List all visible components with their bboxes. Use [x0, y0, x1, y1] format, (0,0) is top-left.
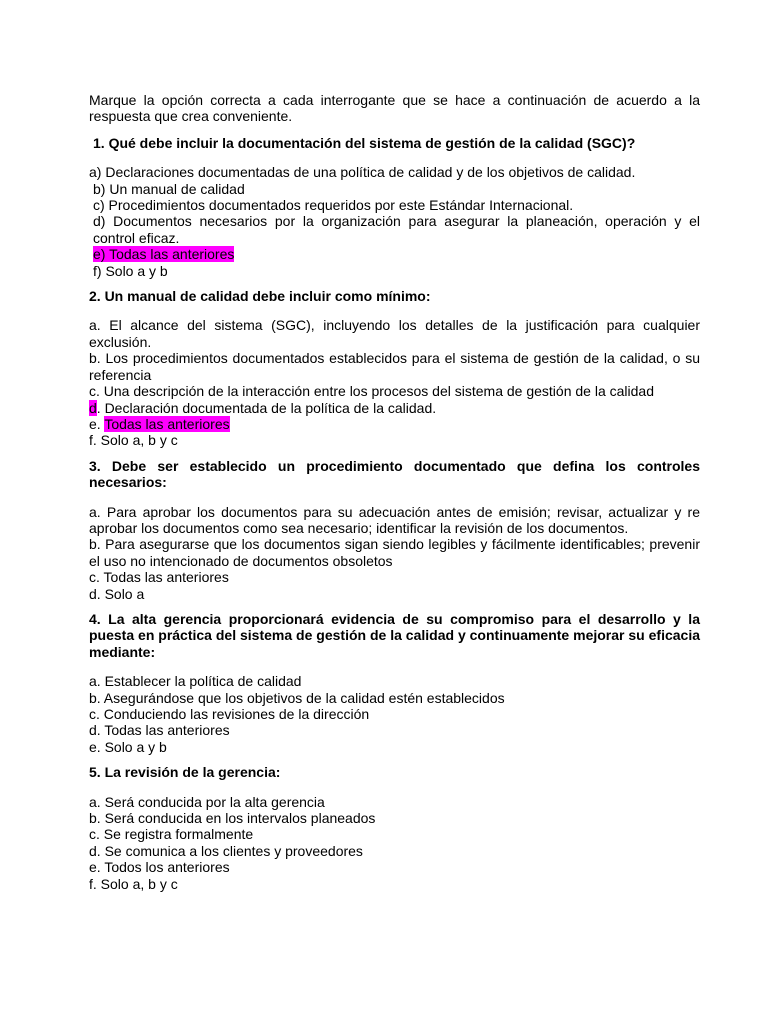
- question-1-title: 1. Qué debe incluir la documentación del sistema de gestión de la calidad (SGC)?: [93, 134, 636, 151]
- question-1-options: [89, 164, 700, 279]
- question-5-option-d: d. Se comunica a los clientes y proveedores: [89, 842, 363, 859]
- question-5-option-e: e. Todos los anteriores: [89, 859, 230, 876]
- question-3-option-c: c. Todas las anteriores: [89, 569, 229, 586]
- highlighted-answer: e) Todas las anteriores: [93, 246, 235, 263]
- question-3-option-a: a. Para aprobar los documentos para su adecuación antes de emisión; revisar, actualizar y re aprobar los documentos como sea necesario; identificar la revisión de los documentos.: [89, 503, 700, 536]
- question-4-option-a: a. Establecer la política de calidad: [89, 673, 302, 690]
- question-1-option-d: d) Documentos necesarios por la organización para asegurar la planeación, operación y el control eficaz.: [93, 213, 700, 246]
- question-5-option-c: c. Se registra formalmente: [89, 826, 254, 843]
- question-1-option-a: a) Declaraciones documentadas de una política de calidad y de los objetivos de calidad.: [89, 164, 636, 181]
- question-3-option-b: b. Para asegurarse que los documentos sigan siendo legibles y fácilmente identificables; prevenir el uso no intencionado de documentos obsoletos: [89, 536, 700, 569]
- question-2-option-e-letter: e.: [89, 415, 105, 432]
- question-2-title: 2. Un manual de calidad debe incluir como mínimo:: [89, 288, 431, 305]
- question-5-title: 5. La revisión de la gerencia:: [89, 764, 281, 781]
- question-2-option-d: [89, 400, 700, 416]
- question-1-option-e: [89, 246, 700, 262]
- question-4-title: 4. La alta gerencia proporcionará evidencia de su compromiso para el desarrollo y la puesta en práctica del sistema de gestión de la calidad y continuamente mejorar su eficacia mediante:: [89, 610, 700, 660]
- question-2-option-e: [89, 416, 700, 432]
- question-3-options: [89, 504, 700, 602]
- question-4-option-c: c. Conduciendo las revisiones de la dirección: [89, 706, 370, 722]
- question-3-title: 3. Debe ser establecido un procedimiento documentado que defina los controles necesarios:: [89, 457, 700, 491]
- question-5-option-a: a. Será conducida por la alta gerencia: [89, 793, 325, 810]
- question-1-option-b: b) Un manual de calidad: [93, 180, 245, 197]
- question-5-options: [89, 794, 700, 892]
- question-2-option-a: a. El alcance del sistema (SGC), incluyendo los detalles de la justificación para cualquier exclusión.: [89, 317, 700, 350]
- question-4-options: [89, 673, 700, 755]
- question-4-option-e: e. Solo a y b: [89, 738, 167, 755]
- question-2-option-f: f. Solo a, b y c: [89, 432, 178, 449]
- question-2-option-d-text: . Declaración documentada de la política de la calidad.: [96, 399, 437, 416]
- instructions-text: Marque la opción correcta a cada interrogante que se hace a continuación de acuerdo a la respuesta que crea conveniente.: [89, 92, 700, 125]
- question-5-option-f: f. Solo a, b y c: [89, 875, 178, 892]
- question-4-option-b: b. Asegurándose que los objetivos de la calidad estén establecidos: [89, 689, 505, 706]
- highlighted-answer: Todas las anteriores: [104, 415, 230, 432]
- question-2-options: [89, 317, 700, 448]
- question-2-option-c: c. Una descripción de la interacción entre los procesos del sistema de gestión de la calidad: [89, 383, 654, 400]
- question-2-option-b: b. Los procedimientos documentados establecidos para el sistema de gestión de la calidad, o su referencia: [89, 350, 700, 383]
- question-5-option-b: b. Será conducida en los intervalos planeados: [89, 810, 376, 827]
- question-1-option-c: c) Procedimientos documentados requeridos por este Estándar Internacional.: [93, 197, 574, 214]
- question-4-option-d: d. Todas las anteriores: [89, 722, 230, 739]
- question-1-option-f: f) Solo a y b: [93, 262, 168, 279]
- question-3-option-d: d. Solo a: [89, 585, 145, 602]
- highlighted-letter: d: [89, 399, 97, 416]
- document-page: [89, 92, 700, 892]
